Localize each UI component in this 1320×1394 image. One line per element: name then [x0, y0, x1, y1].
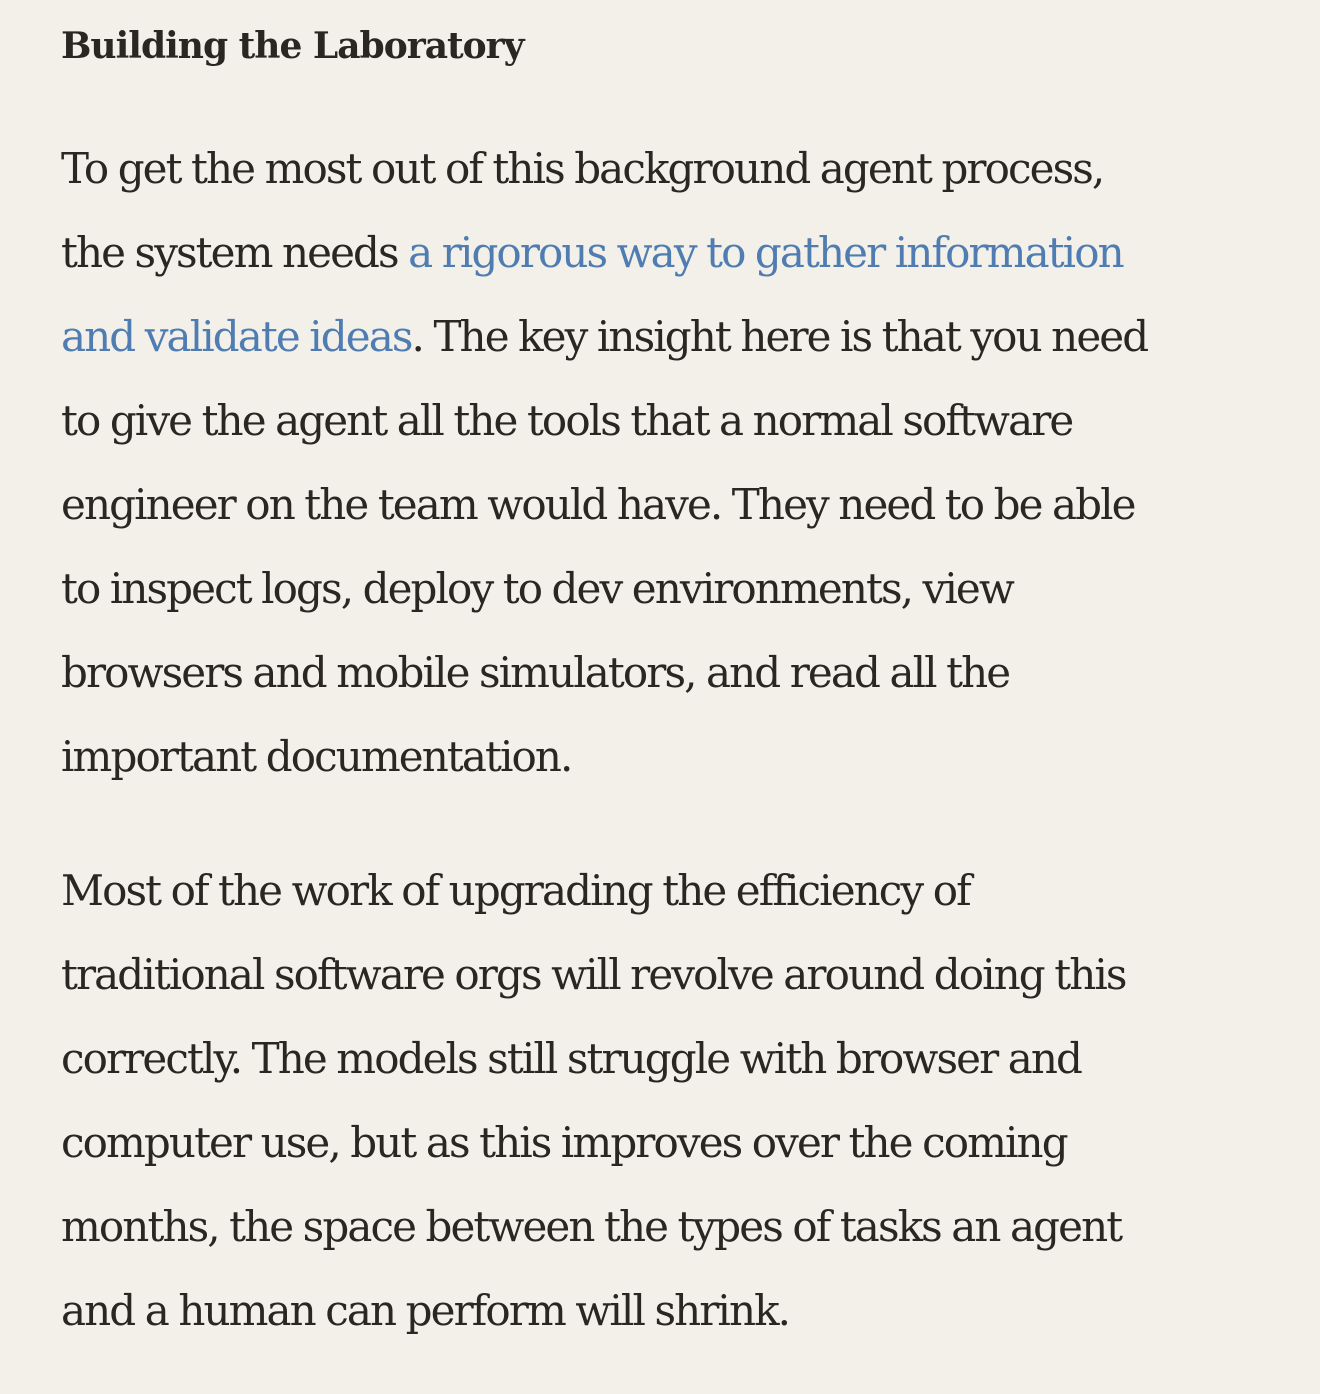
paragraph-text: Most of the work of upgrading the efficiency of — [61, 866, 970, 915]
paragraph-text: to inspect logs, deploy to dev environments, view — [61, 564, 1013, 613]
body-paragraph-1 — [61, 127, 1280, 799]
body-paragraph-2 — [61, 849, 1280, 1353]
paragraph-text: . The key insight here is that you need — [411, 312, 1148, 361]
paragraph-text: correctly. The models still struggle with browser and — [61, 1034, 1081, 1083]
paragraph-text: browsers and mobile simulators, and read all the — [61, 648, 1010, 697]
paragraph-text: To get the most out of this background agent process, — [61, 144, 1104, 193]
paragraph-text: the system needs — [61, 228, 409, 277]
paragraph-text: engineer on the team would have. They need to be able — [61, 480, 1135, 529]
paragraph-text: months, the space between the types of tasks an agent — [61, 1202, 1122, 1251]
inline-link[interactable]: and validate ideas — [61, 312, 412, 361]
section-heading: Building the Laboratory — [61, 25, 524, 67]
paragraph-text: traditional software orgs will revolve around doing this — [61, 950, 1126, 999]
inline-link[interactable]: a rigorous way to gather information — [408, 228, 1123, 277]
paragraph-text: to give the agent all the tools that a normal software — [61, 396, 1073, 445]
paragraph-text: computer use, but as this improves over the coming — [61, 1118, 1067, 1167]
paragraph-text: important documentation. — [61, 732, 572, 781]
paragraph-text: and a human can perform will shrink. — [61, 1286, 790, 1335]
